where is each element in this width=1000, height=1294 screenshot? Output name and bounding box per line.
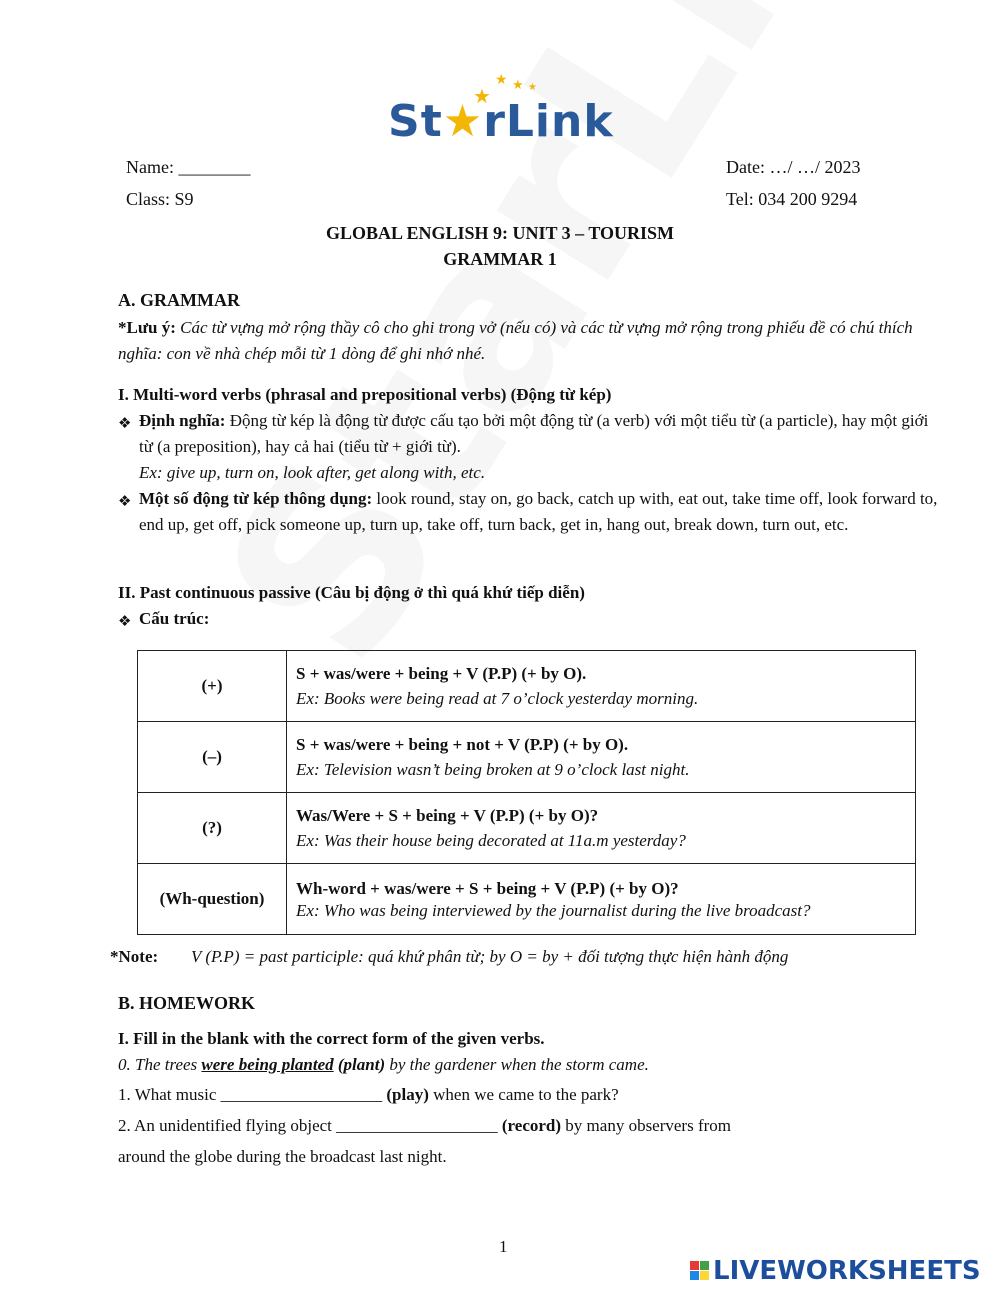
row-content: [287, 793, 916, 864]
structure-label: Cấu trúc:: [139, 609, 210, 628]
formula: S + was/were + being + V (P.P) (+ by O).: [296, 664, 587, 683]
date-field: Date: …/ …/ 2023: [726, 157, 861, 177]
question-1: 1. What music ___________________ (play) when we came to the park?: [118, 1085, 619, 1104]
table-row: [138, 722, 916, 793]
formula: Was/Were + S + being + V (P.P) (+ by O)?: [296, 806, 599, 825]
liveworksheets-icon: [690, 1261, 710, 1281]
row-content: [287, 651, 916, 722]
section-a-note: *Lưu ý: Các từ vựng mở rộng thầy cô cho ghi trong vở (nếu có) và các từ vựng mở rộng trong phiếu đề có chú thích nghĩa: con về nhà chép mỗi từ 1 dòng để ghi nhớ nhé.: [118, 318, 913, 363]
definition: Định nghĩa: Động từ kép là động từ được cấu tạo bởi một động từ (a verb) với một tiểu từ (a particle), hay một giới từ (a preposition), hay cả hai (tiểu từ + giới từ).: [139, 411, 929, 456]
star-icon: ★: [528, 82, 537, 93]
star-icon: ★: [495, 72, 508, 88]
structure-table: [137, 650, 916, 935]
example: Ex: Was their house being decorated at 11a.m yesterday?: [296, 831, 686, 850]
example: Ex: Who was being interviewed by the journalist during the live broadcast?: [296, 901, 811, 920]
row-label: (Wh-question): [138, 864, 287, 935]
star-icon: ★: [512, 78, 524, 93]
question-2: 2. An unidentified flying object ___________________ (record) by many observers from: [118, 1116, 732, 1135]
table-row: [138, 793, 916, 864]
row-label: (+): [138, 651, 287, 722]
page-number: 1: [499, 1237, 508, 1256]
row-content: [287, 722, 916, 793]
diamond-bullet-icon: ❖: [118, 414, 132, 432]
table-row: [138, 864, 916, 935]
example-sentence: 0. The trees were being planted (plant) by the gardener when the storm came.: [118, 1055, 649, 1074]
part2-heading: II. Past continuous passive (Câu bị động ở thì quá khứ tiếp diễn): [118, 583, 585, 602]
formula: S + was/were + being + not + V (P.P) (+ by O).: [296, 735, 629, 754]
question-2-continued: around the globe during the broadcast last night.: [118, 1147, 447, 1166]
star-icon: ★: [473, 84, 491, 108]
part1-heading: I. Multi-word verbs (phrasal and prepositional verbs) (Động từ kép): [118, 385, 612, 404]
row-label: (?): [138, 793, 287, 864]
common-verbs: Một số động từ kép thông dụng: look round, stay on, go back, catch up with, eat out, take time off, look forward to, end up, get off, pick someone up, turn up, take off, turn back, get in, hang out, break down, turn out, etc.: [139, 489, 938, 534]
note-label: *Note:: [110, 947, 159, 966]
exercise1-heading: I. Fill in the blank with the correct form of the given verbs.: [118, 1029, 545, 1048]
diamond-bullet-icon: ❖: [118, 612, 132, 630]
section-a-heading: A. GRAMMAR: [118, 290, 240, 310]
page-subtitle: GRAMMAR 1: [443, 249, 557, 269]
row-label: (–): [138, 722, 287, 793]
class-field: Class: S9: [126, 189, 194, 209]
formula: Wh-word + was/were + S + being + V (P.P) (+ by O)?: [296, 879, 679, 898]
table-row: [138, 651, 916, 722]
example: Ex: Television wasn’t being broken at 9 o’clock last night.: [296, 760, 690, 779]
starlink-logo: [388, 70, 618, 150]
liveworksheets-logo: LIVEWORKSHEETS: [690, 1256, 981, 1286]
diamond-bullet-icon: ❖: [118, 492, 132, 510]
page-title: GLOBAL ENGLISH 9: UNIT 3 – TOURISM: [325, 223, 675, 243]
example: Ex: Books were being read at 7 o’clock yesterday morning.: [296, 689, 699, 708]
logo-text: St★rLink: [388, 96, 614, 147]
note-text: V (P.P) = past participle: quá khứ phân từ; by O = by + đối tượng thực hiện hành động: [191, 947, 789, 966]
tel-field: Tel: 034 200 9294: [726, 189, 858, 209]
section-b-heading: B. HOMEWORK: [118, 993, 256, 1013]
definition-example: Ex: give up, turn on, look after, get along with, etc.: [139, 463, 486, 482]
row-content: [287, 864, 916, 935]
name-field: Name: ________: [126, 157, 251, 177]
